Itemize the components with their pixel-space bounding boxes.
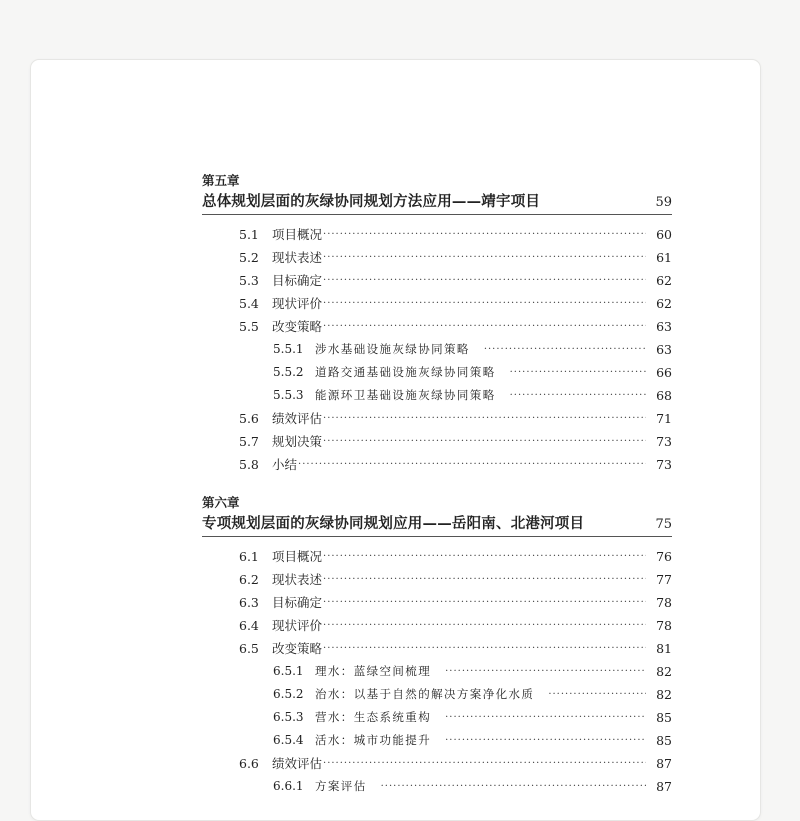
section-page-number: 85 xyxy=(656,733,672,748)
toc-subsection-entry[interactable] xyxy=(202,660,672,683)
section-page-number: 78 xyxy=(656,595,672,610)
section-title: 规划决策 xyxy=(272,434,323,449)
section-number: 5.8 xyxy=(239,457,259,472)
section-number: 5.1 xyxy=(239,227,259,242)
section-title: 小结 xyxy=(272,457,298,472)
toc-section-entry[interactable] xyxy=(202,292,672,315)
dot-leader xyxy=(323,614,646,637)
toc-section-entry[interactable] xyxy=(202,269,672,292)
section-number: 6.2 xyxy=(239,572,259,587)
toc-subsection-entry[interactable] xyxy=(202,384,672,407)
section-number: 6.5 xyxy=(239,641,259,656)
section-number: 6.6.1 xyxy=(273,779,304,793)
section-number: 5.5.3 xyxy=(273,388,304,402)
toc-section-entry[interactable] xyxy=(202,246,672,269)
section-page-number: 78 xyxy=(656,618,672,633)
dot-leader xyxy=(323,430,646,453)
section-page-number: 66 xyxy=(656,365,672,380)
section-page-number: 61 xyxy=(656,250,672,265)
table-of-contents xyxy=(202,172,672,798)
dot-leader xyxy=(323,568,646,591)
section-page-number: 63 xyxy=(656,319,672,334)
dot-leader xyxy=(445,660,646,683)
section-number: 6.5.4 xyxy=(273,733,304,747)
section-title: 改变策略 xyxy=(272,641,323,656)
section-page-number: 76 xyxy=(656,549,672,564)
dot-leader xyxy=(298,453,646,476)
dot-leader xyxy=(323,269,646,292)
toc-subsection-entry[interactable] xyxy=(202,338,672,361)
section-number: 6.1 xyxy=(239,549,259,564)
toc-section-entry[interactable] xyxy=(202,637,672,660)
toc-section-entry[interactable] xyxy=(202,453,672,476)
section-title: 现状评价 xyxy=(272,618,323,633)
section-page-number: 62 xyxy=(656,296,672,311)
section-page-number: 68 xyxy=(656,388,672,403)
chapter-page-number: 75 xyxy=(655,517,672,532)
section-title: 现状表述 xyxy=(272,250,323,265)
section-title: 目标确定 xyxy=(272,273,323,288)
chapter-title: 总体规划层面的灰绿协同规划方法应用——靖宇项目 xyxy=(202,193,541,210)
section-title: 理水：蓝绿空间梳理 xyxy=(315,664,432,678)
section-number: 6.5.2 xyxy=(273,687,304,701)
section-title: 活水：城市功能提升 xyxy=(315,733,432,747)
section-title: 营水：生态系统重构 xyxy=(315,710,432,724)
toc-section-entry[interactable] xyxy=(202,223,672,246)
section-number: 6.5.1 xyxy=(273,664,304,678)
section-number: 5.5.1 xyxy=(273,342,304,356)
section-title: 绩效评估 xyxy=(272,411,323,426)
section-number: 5.5 xyxy=(239,319,259,334)
section-title: 现状评价 xyxy=(272,296,323,311)
chapter-section xyxy=(202,172,672,476)
section-page-number: 81 xyxy=(656,641,672,656)
section-number: 5.5.2 xyxy=(273,365,304,379)
section-page-number: 73 xyxy=(656,434,672,449)
toc-subsection-entry[interactable] xyxy=(202,683,672,706)
section-number: 6.6 xyxy=(239,756,259,771)
section-page-number: 87 xyxy=(656,779,672,794)
section-page-number: 63 xyxy=(656,342,672,357)
section-page-number: 73 xyxy=(656,457,672,472)
section-page-number: 77 xyxy=(656,572,672,587)
chapter-title: 专项规划层面的灰绿协同规划应用——岳阳南、北港河项目 xyxy=(202,515,585,532)
dot-leader xyxy=(323,545,646,568)
dot-leader xyxy=(323,752,646,775)
section-number: 5.4 xyxy=(239,296,259,311)
dot-leader xyxy=(323,637,646,660)
section-number: 5.6 xyxy=(239,411,259,426)
section-title: 涉水基础设施灰绿协同策略 xyxy=(315,342,470,356)
dot-leader xyxy=(484,338,646,361)
section-title: 绩效评估 xyxy=(272,756,323,771)
section-page-number: 82 xyxy=(656,687,672,702)
toc-subsection-entry[interactable] xyxy=(202,361,672,384)
section-title: 目标确定 xyxy=(272,595,323,610)
section-page-number: 60 xyxy=(656,227,672,242)
toc-section-entry[interactable] xyxy=(202,614,672,637)
dot-leader xyxy=(323,292,646,315)
section-page-number: 71 xyxy=(656,411,672,426)
toc-section-entry[interactable] xyxy=(202,407,672,430)
toc-subsection-entry[interactable] xyxy=(202,706,672,729)
section-number: 6.5.3 xyxy=(273,710,304,724)
dot-leader xyxy=(323,246,646,269)
dot-leader xyxy=(323,407,646,430)
section-page-number: 87 xyxy=(656,756,672,771)
toc-section-entry[interactable] xyxy=(202,752,672,775)
section-number: 5.3 xyxy=(239,273,259,288)
toc-section-entry[interactable] xyxy=(202,591,672,614)
dot-leader xyxy=(323,223,646,246)
section-title: 能源环卫基础设施灰绿协同策略 xyxy=(315,388,496,402)
chapter-section xyxy=(202,494,672,798)
dot-leader xyxy=(510,384,646,407)
section-title: 现状表述 xyxy=(272,572,323,587)
dot-leader xyxy=(445,706,646,729)
chapter-label: 第五章 xyxy=(202,173,240,188)
dot-leader xyxy=(381,775,646,798)
section-title: 改变策略 xyxy=(272,319,323,334)
chapter-label: 第六章 xyxy=(202,495,240,510)
chapter-page-number: 59 xyxy=(655,195,672,210)
section-page-number: 85 xyxy=(656,710,672,725)
section-number: 6.4 xyxy=(239,618,259,633)
toc-section-entry[interactable] xyxy=(202,568,672,591)
dot-leader xyxy=(510,361,646,384)
section-title: 项目概况 xyxy=(272,227,323,242)
section-number: 5.7 xyxy=(239,434,259,449)
section-number: 6.3 xyxy=(239,595,259,610)
section-page-number: 82 xyxy=(656,664,672,679)
section-title: 治水：以基于自然的解决方案净化水质 xyxy=(315,687,535,701)
section-page-number: 62 xyxy=(656,273,672,288)
toc-section-entry[interactable] xyxy=(202,430,672,453)
toc-subsection-entry[interactable] xyxy=(202,775,672,798)
section-title: 道路交通基础设施灰绿协同策略 xyxy=(315,365,496,379)
section-title: 项目概况 xyxy=(272,549,323,564)
chapter-heading[interactable] xyxy=(202,512,672,537)
section-number: 5.2 xyxy=(239,250,259,265)
dot-leader xyxy=(548,683,646,706)
dot-leader xyxy=(323,591,646,614)
dot-leader xyxy=(323,315,646,338)
toc-section-entry[interactable] xyxy=(202,315,672,338)
toc-subsection-entry[interactable] xyxy=(202,729,672,752)
section-title: 方案评估 xyxy=(315,779,367,793)
dot-leader xyxy=(445,729,646,752)
chapter-heading[interactable] xyxy=(202,190,672,215)
toc-section-entry[interactable] xyxy=(202,545,672,568)
